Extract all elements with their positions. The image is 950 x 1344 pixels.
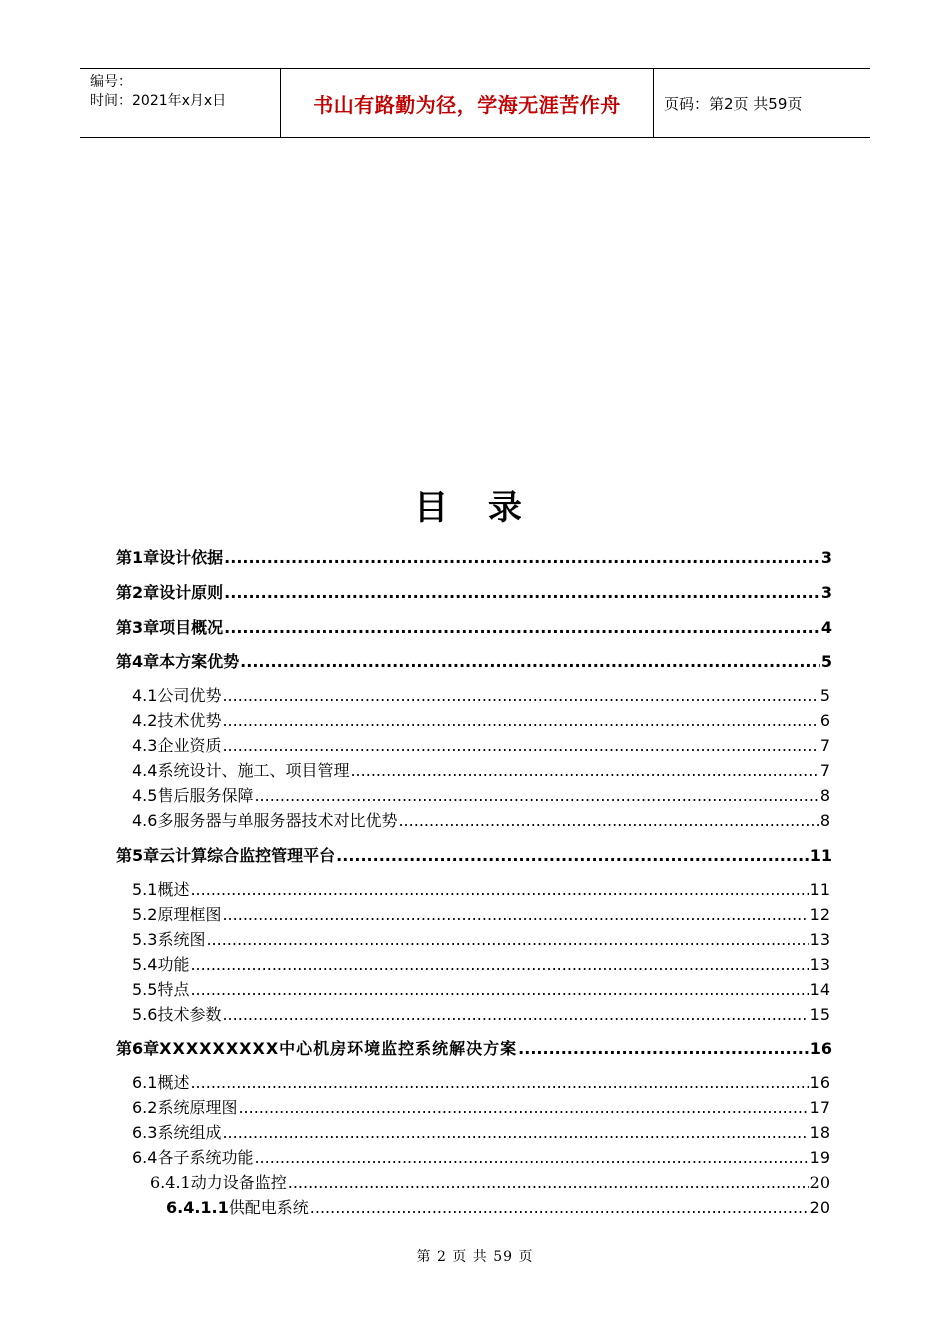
toc-entry-text: 技术优势 [157, 711, 222, 730]
toc-leader [224, 548, 820, 567]
toc-entry-label: 5.2 [132, 905, 158, 924]
toc-entry-page: 12 [809, 905, 830, 924]
toc-entry[interactable] [132, 1070, 830, 1093]
toc-entry-page: 20 [809, 1198, 830, 1217]
toc-entry-label: 第1章 [116, 548, 160, 567]
toc-entry[interactable] [132, 902, 830, 925]
toc-entry[interactable] [150, 1170, 830, 1193]
toc-entry-label: 6.4.1 [150, 1173, 191, 1192]
toc-entry-page: 8 [819, 786, 830, 805]
page-footer: 第 2 页 共 59 页 [416, 1249, 534, 1265]
toc-entry-label: 5.3 [132, 930, 158, 949]
toc-entry-text: 技术参数 [157, 1005, 222, 1024]
toc-entry-text: 本方案优势 [159, 652, 240, 671]
toc-leader [190, 980, 808, 999]
toc-entry-text: 动力设备监控 [190, 1173, 287, 1192]
toc-entry[interactable] [132, 977, 830, 1000]
toc-entry-label: 5.6 [132, 1005, 158, 1024]
toc-entry-page: 8 [819, 811, 830, 830]
toc-entry[interactable] [116, 1036, 832, 1059]
toc-entry-text: XXXXXXXXX中心机房环境监控系统解决方案 [159, 1039, 518, 1058]
toc-entry-label: 4.5 [132, 786, 158, 805]
toc-entry[interactable] [116, 649, 832, 672]
toc-entry-label: 4.3 [132, 736, 158, 755]
toc-entry-text: 供配电系统 [228, 1198, 309, 1217]
toc-entry-page: 14 [809, 980, 830, 999]
toc-entry-label: 6.1 [132, 1073, 158, 1092]
motto-text: 书山有路勤为径，学海无涯苦作舟 [313, 92, 621, 117]
toc-entry-text: 项目概况 [159, 618, 224, 637]
toc-entry-label: 第3章 [116, 618, 160, 637]
toc-entry-label: 6.4 [132, 1148, 158, 1167]
toc-entry-label: 6.4.1.1 [166, 1198, 229, 1217]
toc-leader [222, 711, 818, 730]
toc-entry-page: 13 [809, 955, 830, 974]
toc-entry[interactable] [116, 843, 832, 866]
toc-entry-label: 第6章 [116, 1039, 160, 1058]
toc-leader [240, 652, 820, 671]
time-label: 时间：2021年x月x日 [90, 93, 227, 109]
toc-entry-page: 7 [819, 736, 830, 755]
toc-entry-page: 11 [809, 846, 832, 865]
toc-entry[interactable] [132, 683, 830, 706]
toc-entry[interactable] [132, 808, 830, 831]
toc-entry-text: 设计原则 [159, 583, 224, 602]
toc-entry[interactable] [132, 927, 830, 950]
toc-leader [398, 811, 818, 830]
toc-entry-text: 概述 [157, 880, 190, 899]
toc-entry[interactable] [132, 733, 830, 756]
toc-entry-label: 第5章 [116, 846, 160, 865]
toc-entry-page: 13 [809, 930, 830, 949]
toc-entry[interactable] [166, 1195, 830, 1218]
toc-leader [190, 955, 808, 974]
toc-leader [222, 1123, 808, 1142]
toc-leader [222, 905, 808, 924]
toc-entry-page: 16 [809, 1073, 830, 1092]
toc-leader [224, 618, 820, 637]
toc-leader [288, 1173, 809, 1192]
toc-leader [190, 1073, 808, 1092]
toc-entry-page: 4 [820, 618, 832, 637]
toc-title: 目 录 [414, 488, 536, 528]
toc-entry-page: 3 [820, 548, 832, 567]
toc-entry-label: 4.4 [132, 761, 158, 780]
toc-leader [310, 1198, 809, 1217]
toc-entry-text: 公司优势 [157, 686, 222, 705]
toc-entry-page: 20 [809, 1173, 830, 1192]
page-code: 页码：第2页 共59页 [664, 94, 803, 113]
toc-leader [222, 686, 818, 705]
toc-entry-text: 原理框图 [157, 905, 222, 924]
toc-entry-label: 6.3 [132, 1123, 158, 1142]
toc-entry[interactable] [132, 1145, 830, 1168]
toc-entry-page: 5 [820, 652, 832, 671]
toc-entry-text: 企业资质 [157, 736, 222, 755]
toc-entry[interactable] [132, 708, 830, 731]
toc-entry-label: 6.2 [132, 1098, 158, 1117]
toc-entry[interactable] [132, 877, 830, 900]
toc-leader [238, 1098, 808, 1117]
toc-entry-label: 5.4 [132, 955, 158, 974]
toc-leader [222, 736, 818, 755]
toc-entry-text: 各子系统功能 [157, 1148, 254, 1167]
toc-entry-text: 云计算综合监控管理平台 [159, 846, 336, 865]
toc-entry-page: 6 [819, 711, 830, 730]
toc-entry-label: 5.5 [132, 980, 158, 999]
toc-entry-page: 3 [820, 583, 832, 602]
toc-entry[interactable] [116, 615, 832, 638]
toc-entry-page: 16 [809, 1039, 832, 1058]
toc-leader [224, 583, 820, 602]
toc-leader [350, 761, 818, 780]
toc-entry[interactable] [132, 1002, 830, 1025]
toc-leader [336, 846, 809, 865]
toc-entry[interactable] [132, 1120, 830, 1143]
toc-leader [254, 1148, 808, 1167]
toc-entry-label: 第2章 [116, 583, 160, 602]
toc-entry-text: 多服务器与单服务器技术对比优势 [157, 811, 398, 830]
toc-entry-label: 4.2 [132, 711, 158, 730]
toc-entry-page: 7 [819, 761, 830, 780]
toc-entry-text: 特点 [157, 980, 190, 999]
toc-entry-page: 19 [809, 1148, 830, 1167]
toc-entry-text: 售后服务保障 [157, 786, 254, 805]
toc-entry[interactable] [132, 952, 830, 975]
toc-entry-text: 系统图 [157, 930, 206, 949]
toc-entry-text: 功能 [157, 955, 190, 974]
toc-entry-page: 15 [809, 1005, 830, 1024]
toc-entry[interactable] [116, 580, 832, 603]
toc-entry[interactable] [132, 758, 830, 781]
toc-leader [190, 880, 808, 899]
toc-entry-page: 18 [809, 1123, 830, 1142]
toc-entry-text: 系统原理图 [157, 1098, 238, 1117]
toc-entry-text: 设计依据 [159, 548, 224, 567]
toc-entry-text: 概述 [157, 1073, 190, 1092]
toc-leader [518, 1039, 809, 1058]
toc-entry-page: 11 [809, 880, 830, 899]
toc-entry-label: 4.6 [132, 811, 158, 830]
number-label: 编号： [90, 74, 132, 90]
toc-leader [206, 930, 808, 949]
toc-entry-text: 系统组成 [157, 1123, 222, 1142]
toc-entry-label: 第4章 [116, 652, 160, 671]
toc-leader [222, 1005, 808, 1024]
toc-entry-text: 系统设计、施工、项目管理 [157, 761, 350, 780]
toc-leader [254, 786, 818, 805]
toc-entry[interactable] [132, 783, 830, 806]
toc-entry-label: 4.1 [132, 686, 158, 705]
toc-entry-label: 5.1 [132, 880, 158, 899]
toc-entry[interactable] [116, 545, 832, 568]
toc-entry[interactable] [132, 1095, 830, 1118]
toc-entry-page: 17 [809, 1098, 830, 1117]
toc-entry-page: 5 [819, 686, 830, 705]
